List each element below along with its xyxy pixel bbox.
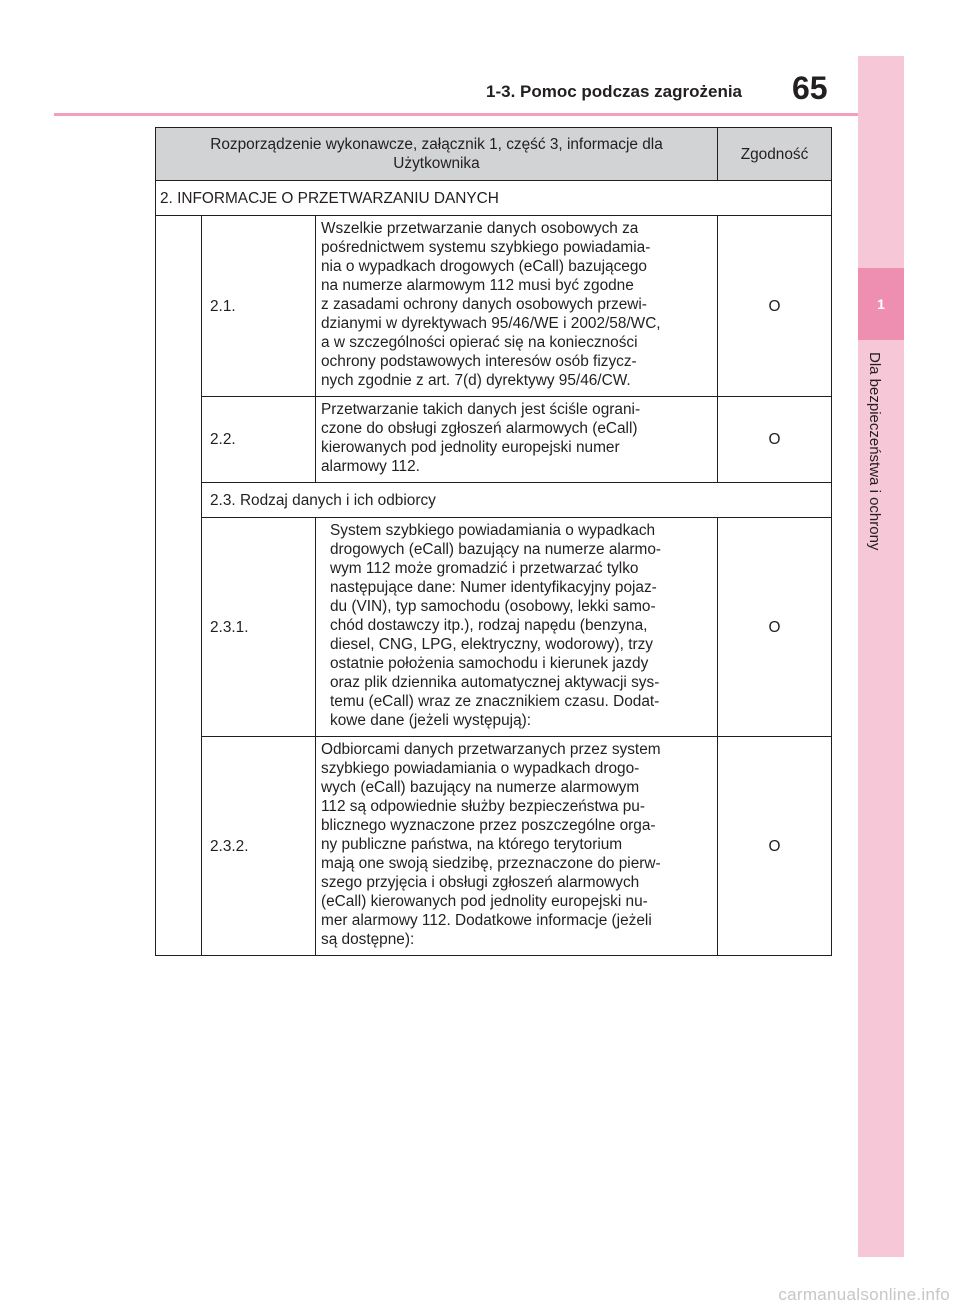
row-compliance: O (718, 518, 832, 737)
section-title: 1-3. Pomoc podczas zagrożenia (486, 82, 743, 101)
subsection-row (156, 483, 832, 518)
header-compliance: Zgodność (718, 128, 832, 181)
row-text: Przetwarzanie takich danych jest ściśle ograni- czone do obsługi zgłoszeń alarmowych (eCall) kierowanych pod jednolity europejski numer alarmowy 112. (316, 397, 718, 483)
section-row (156, 181, 832, 216)
indent-cell (156, 216, 202, 956)
row-compliance: O (718, 397, 832, 483)
table-row (156, 737, 832, 956)
row-text: Wszelkie przetwarzanie danych osobowych za pośrednictwem systemu szybkiego powiadamia- nia o wypadkach drogowych (eCall) bazującego na numerze alarmowym 112 musi być zgodne z zasadami ochrony danych osobowych przewi- dzianymi w dyrektywach 95/46/WE i 2002/58/WC, a w szczególności opierać się na konieczności ochrony podstawowych interesów osób fizycz- nych zgodnie z art. 7(d) dyrektywy 95/46/CW. (316, 216, 718, 397)
regulation-table (155, 127, 832, 956)
row-text: System szybkiego powiadamiania o wypadkach drogowych (eCall) bazujący na numerze alarmo- wym 112 może gromadzić i przetwarzać tylko następujące dane: Numer identyfikacyjny pojaz- du (VIN), typ samochodu (osobowy, lekki samo- chód dostawczy itp.), rodzaj napędu (benzyna, diesel, CNG, LPG, elektryczny, wodorowy), trzy ostatnie położenia samochodu i kierunek jazdy oraz plik dziennika automatycznej aktywacji sys- temu (eCall) wraz ze znacznikiem czasu. Dodat- kowe dane (jeżeli występują): (316, 518, 718, 737)
row-number: 2.3.2. (202, 737, 316, 956)
side-tab (858, 56, 904, 1257)
page-number: 65 (792, 70, 828, 106)
subsection-heading: 2.3. Rodzaj danych i ich odbiorcy (202, 483, 832, 518)
header-regulation: Rozporządzenie wykonawcze, załącznik 1, część 3, informacje dla Użytkownika (156, 128, 718, 181)
header-divider (54, 113, 858, 116)
watermark: carmanualsonline.info (778, 1285, 950, 1304)
table-row (156, 397, 832, 483)
row-compliance: O (718, 737, 832, 956)
row-text: Odbiorcami danych przetwarzanych przez system szybkiego powiadamiania o wypadkach drogo- wych (eCall) bazujący na numerze alarmowym 112 są odpowiednie służby bezpieczeństwa pu- blicznego wyznaczone przez poszczególne orga- ny publiczne państwa, na którego terytorium mają one swoją siedzibę, przeznaczone do pierw- szego przyjęcia i obsługi zgłoszeń alarmowych (eCall) kierowanych pod jednolity europejski nu- mer alarmowy 112. Dodatkowe informacje (jeżeli są dostępne): (316, 737, 718, 956)
row-number: 2.3.1. (202, 518, 316, 737)
chapter-title: Dla bezpieczeństwa i ochrony (866, 352, 883, 551)
table-row (156, 216, 832, 397)
row-number: 2.2. (202, 397, 316, 483)
chapter-number: 1 (858, 268, 904, 340)
row-compliance: O (718, 216, 832, 397)
table-header-row (156, 128, 832, 181)
table-row (156, 518, 832, 737)
section-heading: 2. INFORMACJE O PRZETWARZANIU DANYCH (156, 181, 832, 216)
row-number: 2.1. (202, 216, 316, 397)
